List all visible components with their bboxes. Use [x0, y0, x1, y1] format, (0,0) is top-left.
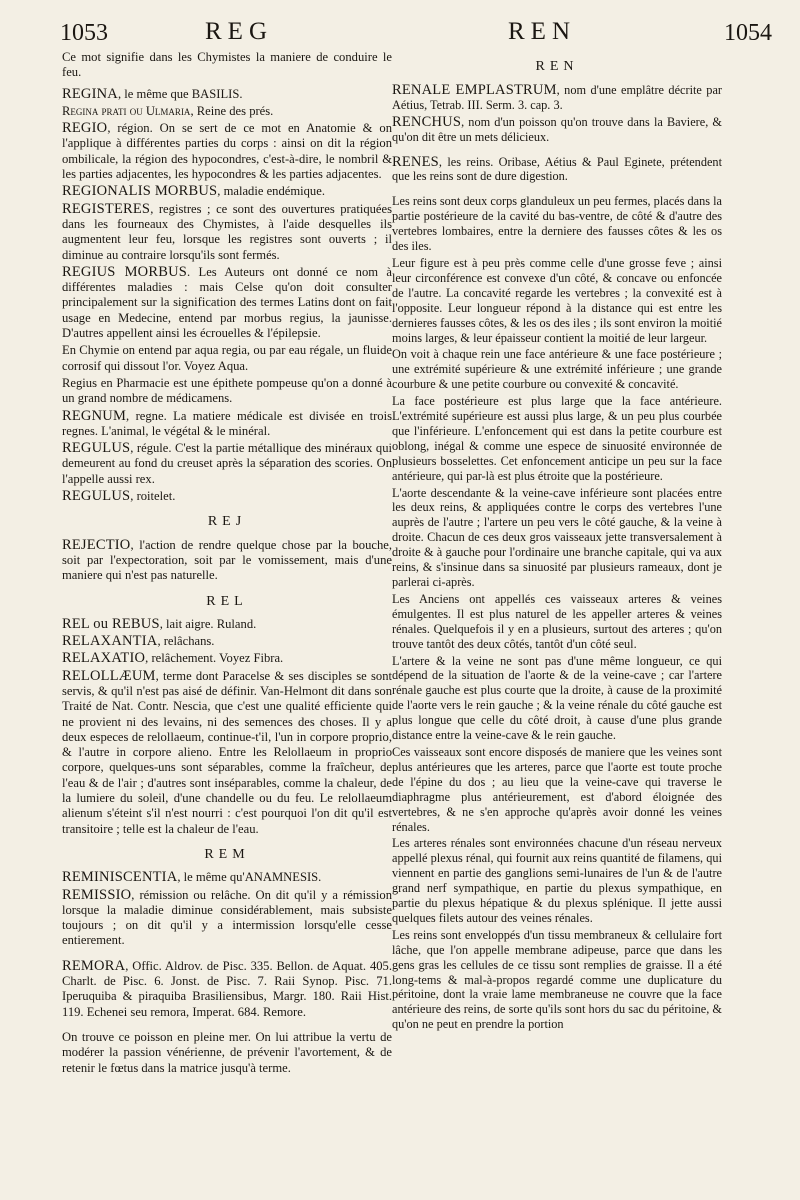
entry-relaxantia	[62, 634, 392, 649]
entry-renes	[392, 155, 722, 185]
paragraph-5: L'aorte descendante & la veine-cave inférieure sont placées entre les deux reins, & appliquées contre le corps des vertebres l'une auprès de l'autre ; l'artere un peu vers le côté gauche, & la veine à droite. Chacun de ces deux gros vaisseaux jette transversalement à droite & à gauche pour l'ordinaire une branche capitale, qui va aux reins, & s'insinue dans sa sinuosité par plusieurs rameaux, dont je parlerai ci-après.	[392, 485, 722, 589]
paragraph-6: Les Anciens ont appellés ces vaisseaux arteres & veines émulgentes. Il est plus naturel de les appeller arteres & veines rénales. Quelquefois il y en a plusieurs, surtout des arteres ; qu'on trouve tantôt des deux côtés, tantôt d'un côté seul.	[392, 591, 722, 651]
headword: REGNUM	[62, 407, 127, 424]
entry-text: , relâchans.	[157, 634, 215, 649]
paragraph-3: On voit à chaque rein une face antérieure & une face postérieure ; une extrémité supérieure & une extrémité inférieure ; une grande courbure & une petite courbure ou convexité & concavité.	[392, 347, 722, 392]
entry-text: . Les Auteurs ont donné ce nom à différentes maladies : mais Celse qu'on doit consulter principalement sur la signification des termes Latins dont on fait usage en Medecine, entend par morbus regius, la jaunisse. D'autres appellent ainsi les écrouelles & l'épilepsie.	[62, 264, 392, 341]
entry-regina-prati	[62, 104, 392, 119]
entry-renale-emplastrum	[392, 83, 722, 113]
headword: REGIUS MORBUS	[62, 263, 188, 280]
headword: RELOLLÆUM	[62, 667, 156, 684]
left-running-head: REG	[205, 18, 273, 45]
entry-text: , rémission ou relâche. On dit qu'il y a rémission lorsque la maladie diminue considérablement, mais subsiste toujours ; on dit qu'il y a intermission lorsqu'elle cesse entierement.	[62, 887, 392, 948]
paragraph-7: L'artere & la veine ne sont pas d'une même longueur, ce qui dépend de la situation de l'aorte & de la veine-cave ; car l'artere rénale gauche est plus courte que la droite, à cause de la proximité de l'aorte vers le rein gauche ; & la veine rénale du côté gauche est plus longue que celle du côté droit, à cause d'une plus grande distance entre la veine-cave & le rein gauche.	[392, 653, 722, 743]
headword: REGIO	[62, 120, 108, 137]
entry-regina	[62, 87, 392, 102]
headword: REGIONALIS MORBUS	[62, 183, 218, 200]
headword: REGULUS	[62, 440, 131, 457]
entry-remissio	[62, 888, 392, 949]
entry-text: , nom d'une emplâtre décrite par Aétius, Tetrab. III. Serm. 3. cap. 3.	[392, 82, 723, 112]
headword: Regina prati ou Ulmaria	[62, 103, 191, 118]
entry-chymie: En Chymie on entend par aqua regia, ou par eau régale, un fluide corrosif qui dissout l'or. Voyez Aqua.	[62, 343, 392, 373]
entry-relaxatio	[62, 651, 392, 666]
entry-text: , région. On se sert de ce mot en Anatomie & on l'applique à différentes parties du corps : ainsi on dit la région ombilicale, la région des hypocondres, c'est-à-dire, le nombril & les parties adjacentes, les hypocondres & les parties adjacentes.	[62, 121, 392, 182]
entry-remora-description: On trouve ce poisson en pleine mer. On lui attribue la vertu de modérer la passion vénérienne, de prévenir l'avortement, & de retenir le fœtus dans la matrice jusqu'à terme.	[62, 1029, 392, 1075]
entry-regionalis	[62, 184, 392, 199]
continuation-text: Ce mot signifie dans les Chymistes la maniere de conduire le feu.	[62, 50, 392, 80]
entry-registeres	[62, 202, 392, 263]
headword: REL ou REBUS	[62, 615, 160, 632]
entry-text: , Offic. Aldrov. de Pisc. 335. Bellon. de Aquat. 405. Charlt. de Pisc. 6. Jonst. de Pisc. 7. Raii Synop. Pisc. 71. Iperuquiba & piraquiba Brasiliensibus, Margr. 180. Raii Hist. 119. Echenei seu remora, Imperat. 684. Remore.	[62, 958, 392, 1019]
paragraph-4: La face postérieure est plus large que la face antérieure. L'extrémité supérieure est aussi plus large, & un peu plus courbée que l'inférieure. L'enfoncement qui est dans la petite courbure est oblong, inégal & comme une espece de sinuosité environnée de plusieurs bosselettes. Cet enfoncement anticipe un peu sur la face antérieure, qui par-là est plus étroite que la postérieure.	[392, 394, 722, 483]
headword: REGULUS	[62, 488, 131, 505]
entry-text: , régule. C'est la partie métallique des minéraux qui demeurent au fond du creuset après la séparation des scories. On l'appelle aussi rex.	[62, 441, 392, 486]
section-heading-rel: REL	[206, 593, 248, 609]
entry-text: , relâchement. Voyez Fibra.	[145, 651, 284, 666]
left-column	[62, 50, 392, 1078]
right-column	[392, 50, 722, 1034]
entry-regulus	[62, 441, 392, 487]
entry-text: , l'action de rendre quelque chose par la bouche, soit par l'expectoration, soit par le vomissement, mais d'une maniere qui n'est pas naturelle.	[62, 537, 392, 583]
paragraph-9: Les arteres rénales sont environnées chacune d'un réseau nerveux appellé plexus rénal, qui fournit aux reins quantité de filamens, qui viennent en partie des ganglions semi-lunaires de l'un & de l'autre grand nerf sympathique, en partie du plexus sympathique, en partie du plexus hépatique & du plexus splénique. Il jette aussi quelques filets autour des veines rénales.	[392, 836, 722, 925]
entry-relollaeum	[62, 669, 392, 837]
headword: REMINISCENTIA	[62, 869, 178, 886]
section-heading-rej: REJ	[207, 514, 247, 530]
entry-regius-pharmacie: Regius en Pharmacie est une épithete pompeuse qu'on a donné à un grand nombre de médicamens.	[62, 375, 392, 406]
entry-rel	[62, 617, 392, 632]
entry-regio	[62, 121, 392, 182]
entry-regius-morbus	[62, 265, 392, 341]
entry-regnum	[62, 409, 392, 440]
entry-text: , le même que BASILIS.	[117, 86, 243, 101]
headword: RENES	[392, 153, 439, 170]
entry-text: , nom d'un poisson qu'on trouve dans la Baviere, & qu'on dit être un mets délicieux.	[392, 114, 722, 144]
headword: RENALE EMPLASTRUM	[392, 81, 557, 98]
paragraph-1: Les reins sont deux corps glanduleux un peu fermes, placés dans la partie postérieure de la cavité du bas-ventre, de côté & d'autre des vertebres lombaires, entre la derniere des fausses côtes & les os des iles.	[392, 194, 722, 254]
headword: REGINA	[62, 85, 118, 102]
headword: REGISTERES	[62, 200, 151, 217]
left-page-number: 1053	[60, 20, 108, 46]
right-running-head: REN	[508, 18, 576, 45]
section-heading-rem: REM	[204, 846, 250, 862]
entry-reminiscentia	[62, 870, 392, 885]
entry-text: , lait aigre. Ruland.	[159, 616, 257, 631]
entry-text: , regne. La matiere médicale est divisée en trois regnes. L'animal, le végétal & le minéral.	[62, 408, 392, 438]
entry-rejectio	[62, 538, 392, 584]
entry-regulus-roitelet	[62, 489, 392, 504]
headword: RENCHUS	[392, 113, 462, 130]
paragraph-8: Ces vaisseaux sont encore disposés de maniere que les veines sont plus antérieures que les arteres, parce que l'aorte est toute proche de l'épine du dos ; au lieu que la veine-cave qui traverse le diaphragme plus antérieurement, est d'abord éloignée des vertebres, & ne s'en approche qu'après avoir donné les veines rénales.	[392, 744, 722, 834]
right-page-number: 1054	[724, 20, 772, 46]
headword: REMORA	[62, 957, 126, 974]
entry-text: , Reine des prés.	[190, 103, 274, 118]
entry-remora	[62, 959, 392, 1020]
entry-text: , terme dont Paracelse & ses disciples se sont servis, & qu'il n'est pas aisé de définir. Van-Helmont dit dans son Traité de Nat. Contr. Nescia, que c'est une qualité efficiente qui ne provient ni des levains, ni des semences des choses. Il y a deux especes de relollaeum, continue-t'il, l'un in corpore proprio, & l'autre in corpore alieno. Entre les Relollaeum in proprio corpore, quelques-uns sont séparables, comme la fraîcheur, de l'eau & de l'air ; d'autres sont inséparables, comme la chaleur, de la lumiere du soleil, d'une chandelle ou du feu. Le relollaeum alienum s'éteint s'il n'est nourri : c'est pourquoi l'on dit qu'il est transitoire ; telle est la chaleur de l'eau.	[62, 668, 392, 836]
entry-text: , roitelet.	[130, 489, 176, 504]
entry-text: , maladie endémique.	[217, 184, 325, 199]
paragraph-10: Les reins sont enveloppés d'un tissu membraneux & cellulaire fort lâche, que l'on appelle membrane adipeuse, parce que dans les gens gras les cellules de ce tissu sont remplies de graisse. Il a été long-tems & mal-à-propos regardé comme une duplicature du péritoine, dont la vraie lame membraneuse ne couvre que la face antérieure des reins, de sorte qu'ils sont hors du sac du péritoine, & qu'on ne peut en prendre la portion	[392, 927, 722, 1032]
headword: RELAXATIO	[62, 650, 146, 667]
entry-text: , registres ; ce sont des ouvertures pratiquées dans les fourneaux des Chymistes, à l'aide desquelles ils augmentent leur feu, lorsque les registres sont ouverts ; il diminue au contraire lorsqu'ils sont fermés.	[62, 201, 392, 262]
entry-renchus	[392, 115, 722, 145]
page-header	[60, 18, 772, 54]
entry-text: , les reins. Oribase, Aétius & Paul Eginete, prétendent que les reins sont de dure digestion.	[392, 154, 722, 184]
section-heading-ren: REN	[535, 59, 579, 74]
headword: REJECTIO	[62, 536, 131, 553]
entry-text: , le même qu'ANAMNESIS.	[177, 870, 322, 885]
headword: RELAXANTIA	[62, 633, 158, 650]
headword: REMISSIO	[62, 886, 132, 903]
paragraph-2: Leur figure est à peu près comme celle d'une grosse feve ; ainsi leur circonférence est convexe d'un côté, & concave ou enfoncée de l'autre. La concavité regarde les vertebres ; la convexité est à l'opposite. Leur longueur répond à la distance qui est entre les dernieres fausses côtes, & les os des iles ; ils sont environ la moitié moins larges, & leur épaisseur contient la moitié de leur largeur.	[392, 255, 722, 345]
